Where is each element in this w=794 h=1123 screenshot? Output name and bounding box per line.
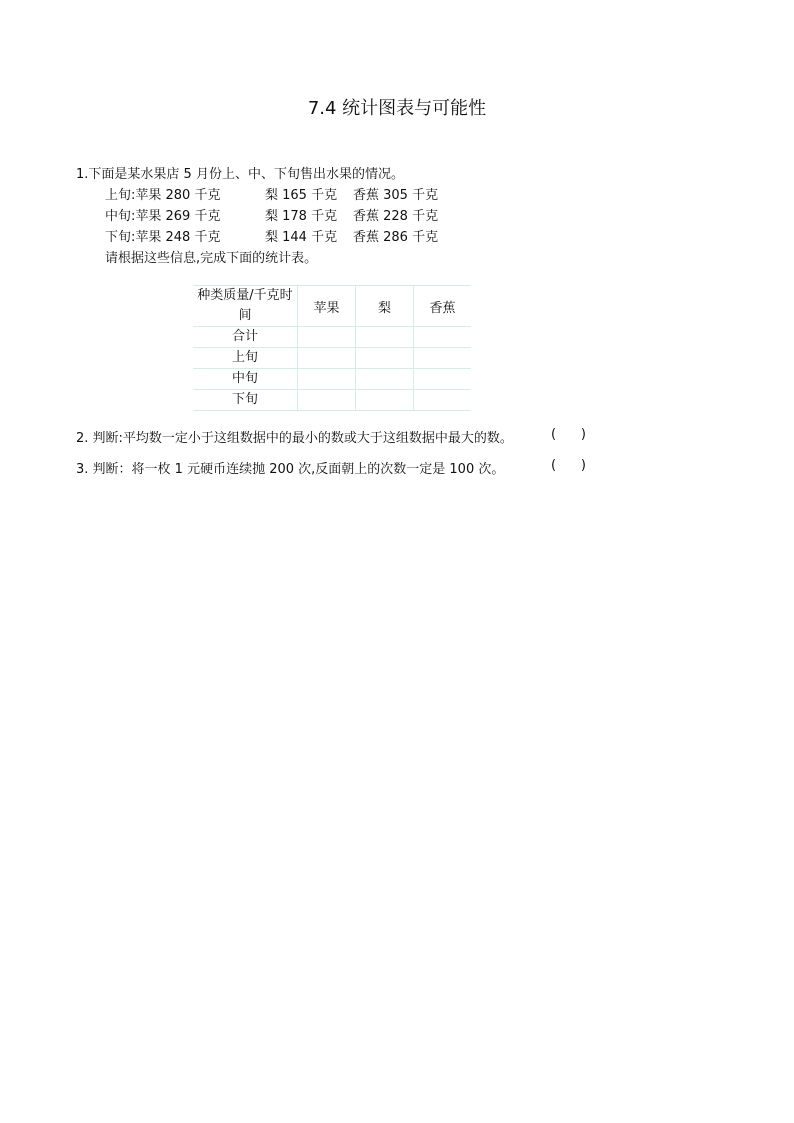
sales-line-early xyxy=(105,184,438,203)
row-label-late: 下旬 xyxy=(193,390,298,411)
answer-cell[interactable] xyxy=(356,348,414,369)
question-3-answer-bracket[interactable]: ( ) xyxy=(551,458,586,473)
table-row xyxy=(193,348,471,369)
column-header-apple: 苹果 xyxy=(298,286,356,327)
column-header-pear: 梨 xyxy=(356,286,414,327)
sales-pear: 梨 165 千克 xyxy=(265,188,338,203)
question-3-text: 3. 判断：将一枚 1 元硬币连续抛 200 次,反面朝上的次数一定是 100 次。 xyxy=(76,462,505,477)
answer-cell[interactable] xyxy=(298,348,356,369)
sales-banana: 香蕉 228 千克 xyxy=(353,209,439,224)
sales-apple: 上旬:苹果 280 千克 xyxy=(105,188,221,203)
answer-cell[interactable] xyxy=(298,327,356,348)
answer-cell[interactable] xyxy=(356,390,414,411)
question-2-answer-bracket[interactable]: ( ) xyxy=(551,427,586,442)
table-row xyxy=(193,369,471,390)
row-label-total: 合计 xyxy=(193,327,298,348)
row-label-early: 上旬 xyxy=(193,348,298,369)
answer-cell[interactable] xyxy=(298,369,356,390)
question-1-instruction: 请根据这些信息,完成下面的统计表。 xyxy=(105,251,318,266)
sales-pear: 梨 178 千克 xyxy=(265,209,338,224)
answer-cell[interactable] xyxy=(356,369,414,390)
answer-cell[interactable] xyxy=(298,390,356,411)
answer-cell[interactable] xyxy=(414,327,472,348)
sales-line-middle xyxy=(105,205,438,224)
sales-banana: 香蕉 286 千克 xyxy=(353,230,439,245)
sales-apple: 下旬:苹果 248 千克 xyxy=(105,230,221,245)
question-1-intro: 1.下面是某水果店 5 月份上、中、下旬售出水果的情况。 xyxy=(76,167,404,182)
column-header-banana: 香蕉 xyxy=(414,286,472,327)
sales-pear: 梨 144 千克 xyxy=(265,230,338,245)
sales-line-late xyxy=(105,226,438,245)
table-corner-header: 种类质量/千克时间 xyxy=(193,286,298,327)
row-label-middle: 中旬 xyxy=(193,369,298,390)
table-row xyxy=(193,327,471,348)
sales-banana: 香蕉 305 千克 xyxy=(353,188,439,203)
question-2-text: 2. 判断:平均数一定小于这组数据中的最小的数或大于这组数据中最大的数。 xyxy=(76,431,513,446)
answer-cell[interactable] xyxy=(356,327,414,348)
statistics-table xyxy=(193,285,471,411)
table-header-row xyxy=(193,286,471,327)
table-row xyxy=(193,390,471,411)
sales-apple: 中旬:苹果 269 千克 xyxy=(105,209,221,224)
answer-cell[interactable] xyxy=(414,348,472,369)
page-title: 7.4 统计图表与可能性 xyxy=(307,98,487,119)
answer-cell[interactable] xyxy=(414,390,472,411)
answer-cell[interactable] xyxy=(414,369,472,390)
